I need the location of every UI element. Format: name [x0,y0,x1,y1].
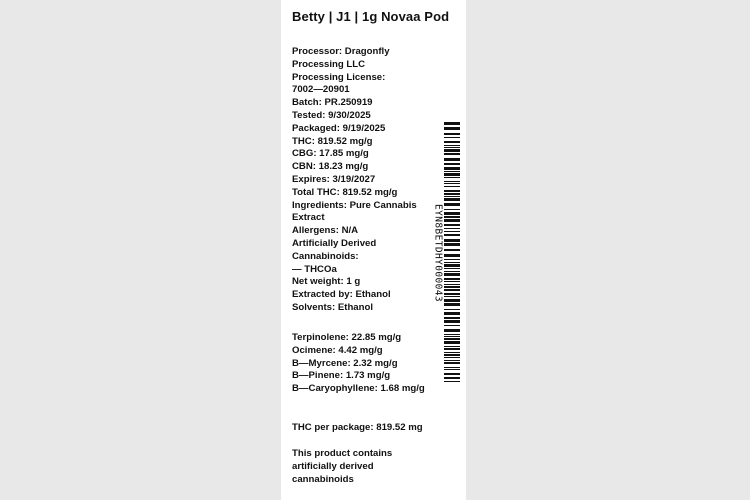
thc-per-package-line: THC per package: 819.52 mg [292,422,423,433]
info-line: Processing License: [292,71,386,83]
barcode-bar [444,289,460,291]
barcode-bar [444,341,460,344]
barcode-bar [444,243,460,246]
barcode-bar [444,352,460,353]
barcode-bar [444,254,460,257]
info-line: Extract [292,212,325,224]
barcode-bar [444,158,460,161]
barcode-bar [444,293,460,295]
info-line: Allergens: N/A [292,225,359,237]
product-info-block [292,46,442,315]
info-line: CBN: 18.23 mg/g [292,161,369,173]
barcode-bar [444,271,460,272]
barcode-bar [444,193,460,195]
warning-line: cannabinoids [292,473,354,485]
info-line: Batch: PR.250919 [292,97,373,109]
info-line: Expires: 3/19/2027 [292,173,376,185]
barcode-bar [444,212,460,215]
product-label [281,0,466,500]
info-line: Artificially Derived [292,237,377,249]
barcode-bar [444,325,460,326]
barcode-bar [444,231,460,232]
barcode-bar [444,171,460,172]
barcode-bar [444,198,460,201]
barcode-bar [444,137,460,138]
barcode-bar [444,367,460,368]
barcode-bar [444,296,460,297]
barcode-bar [444,268,460,269]
barcode-bar [444,309,460,310]
thc-per-package [292,422,442,435]
barcode-bar [444,127,460,130]
barcode-bar [444,264,460,267]
barcode-bar [444,249,460,251]
barcode-bar [444,181,460,182]
info-line: — THCOa [292,263,337,275]
info-line: CBG: 17.85 mg/g [292,148,369,160]
barcode-bar [444,354,460,356]
info-line: THC: 819.52 mg/g [292,135,373,147]
barcode-bar [444,203,460,206]
barcode-bar [444,360,460,361]
barcode-bar [444,173,460,176]
barcode-bar [444,145,460,146]
barcode-bar [444,196,460,197]
barcode-bar [444,133,460,135]
barcode-bar [444,273,460,276]
terpene-line: B—Myrcene: 2.32 mg/g [292,357,398,369]
barcode-bar [444,190,460,192]
barcode-bar [444,219,460,222]
barcode-bar [444,362,460,364]
terpene-block [292,332,442,396]
barcode-bar [444,346,460,347]
info-line: Cannabinoids: [292,250,359,262]
barcode-bar [444,377,460,379]
barcode-bar [444,216,460,218]
barcode-bar [444,149,460,152]
info-line: 7002—20901 [292,84,350,96]
barcode-bar [444,373,460,375]
terpene-line: B—Pinene: 1.73 mg/g [292,370,391,382]
barcode-bar [444,334,460,335]
barcode-bar [444,369,460,370]
product-title: Betty | J1 | 1g Novaa Pod [292,9,450,24]
barcode-bar [444,224,460,226]
barcode-bar [444,357,460,358]
info-line: Total THC: 819.52 mg/g [292,186,398,198]
warning-line: This product contains [292,448,393,459]
barcode-bar [444,177,460,178]
barcode-bar [444,209,460,210]
barcode-text: EYN8BETDHY000043 [432,204,444,302]
barcode-bar [444,167,460,170]
barcode-bar [444,183,460,184]
barcode-bar [444,284,460,285]
info-line: Processor: Dragonfly [292,46,390,57]
terpene-line: B—Caryophyllene: 1.68 mg/g [292,383,425,395]
info-line: Packaged: 9/19/2025 [292,122,386,134]
barcode-bar [444,299,460,302]
info-line: Solvents: Ethanol [292,301,374,313]
barcode-bar [444,141,460,143]
barcode-bar [444,259,460,260]
barcode-bar [444,338,460,340]
barcode [444,122,460,384]
barcode-bar [444,147,460,148]
barcode-bar [444,329,460,332]
barcode-bar [444,239,460,242]
barcode-bar [444,286,460,288]
info-line: Ingredients: Pure Cannabis [292,199,417,211]
barcode-bar [444,234,460,236]
terpene-line: Terpinolene: 22.85 mg/g [292,332,402,343]
barcode-bar [444,122,460,125]
barcode-bar [444,262,460,263]
info-line: Net weight: 1 g [292,276,361,288]
barcode-bar [444,163,460,165]
terpene-line: Ocimene: 4.42 mg/g [292,344,383,356]
barcode-bar [444,281,460,282]
barcode-bar [444,320,460,323]
barcode-bar [444,303,460,306]
barcode-bar [444,336,460,337]
barcode-bar [444,186,460,187]
barcode-bar [444,317,460,319]
info-line: Extracted by: Ethanol [292,289,391,301]
info-line: Processing LLC [292,58,366,70]
barcode-bar [444,348,460,350]
barcode-bars [444,122,460,384]
barcode-bar [444,312,460,315]
warning-line: artificially derived [292,460,374,472]
info-line: Tested: 9/30/2025 [292,109,371,121]
warning-block [292,448,442,486]
barcode-bar [444,228,460,229]
barcode-bar [444,381,460,382]
barcode-bar [444,153,460,155]
barcode-bar [444,278,460,280]
